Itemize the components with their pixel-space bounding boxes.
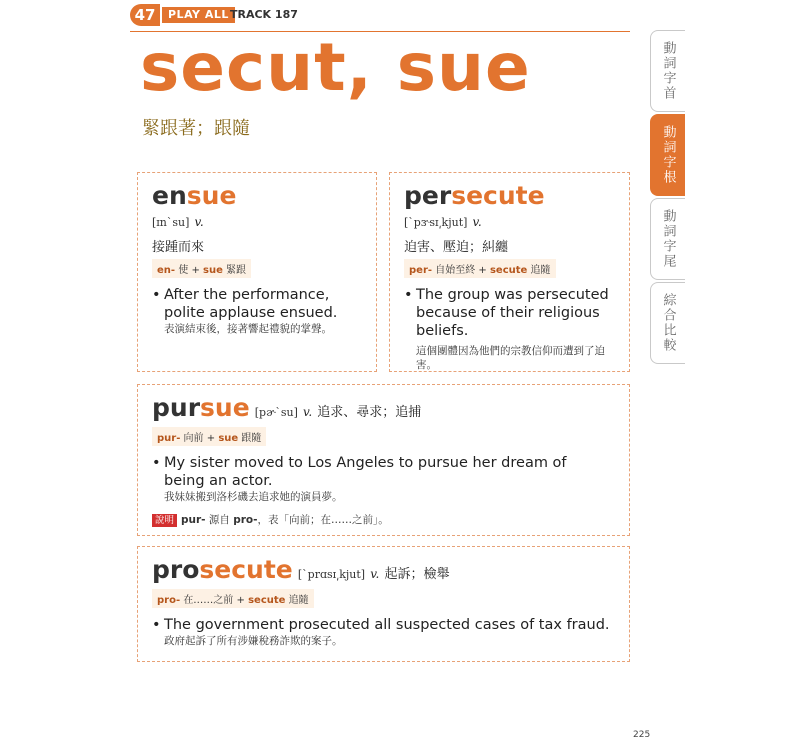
entry-word (152, 181, 362, 211)
example-sentence: • My sister moved to Los Angeles to pursue her dream of being an actor. (152, 454, 594, 490)
etymology (152, 589, 314, 608)
ety-root: secute (489, 265, 528, 276)
ety-prefix: en- (157, 265, 176, 276)
entry-word (404, 181, 615, 211)
ety-prefix-meaning: 向前 (183, 433, 204, 444)
etymology (404, 259, 556, 278)
word-prefix: en (152, 181, 187, 210)
tab-verb-prefix[interactable]: 動詞字首 (650, 30, 685, 112)
explanation-note (152, 512, 615, 527)
entry-word (152, 555, 293, 584)
part-of-speech: v. (472, 215, 482, 229)
ety-root-meaning: 追隨 (288, 595, 309, 606)
note-text: ，表「向前；在……之前」。 (257, 514, 389, 526)
page-number: 225 (633, 730, 651, 740)
pronunciation: [ɪn`su] (152, 216, 190, 229)
etymology (152, 427, 266, 446)
part-of-speech: v. (303, 405, 313, 419)
root-meaning: 緊跟著；跟隨 (142, 118, 250, 139)
pronunciation-line (404, 211, 615, 230)
ety-root-meaning: 跟隨 (241, 433, 262, 444)
ety-prefix: pur- (157, 433, 181, 444)
page-title: secut, sue (140, 29, 531, 106)
example-translation: 表演結束後，接著響起禮貌的掌聲。 (164, 323, 332, 335)
etymology (152, 259, 251, 278)
pronunciation: [pɚ`su] (254, 406, 298, 419)
entry-headline (152, 393, 615, 423)
ety-root-meaning: 緊跟 (226, 265, 247, 276)
word-root: sue (186, 181, 237, 210)
pronunciation: [`pɝsɪ͵kjut] (404, 216, 468, 229)
pronunciation: [`prɑsɪ͵kjut] (297, 568, 366, 581)
word-root: secute (451, 181, 545, 210)
part-of-speech: v. (194, 215, 204, 229)
ety-root: secute (248, 595, 286, 606)
word-prefix: pro (152, 555, 200, 584)
word-prefix: per (404, 181, 452, 210)
ety-prefix: pro- (157, 595, 181, 606)
entry-word (152, 393, 250, 422)
unit-number: 47 (130, 4, 160, 26)
play-all-button[interactable]: PLAY ALL (162, 7, 235, 23)
ety-prefix-meaning: 自始至終 (435, 265, 476, 276)
entry-card-persecute (389, 172, 630, 372)
word-prefix: pur (152, 393, 201, 422)
example-sentence: • After the performance, polite applause ensued. (152, 286, 362, 322)
note-term: pro- (233, 514, 258, 526)
ety-root: sue (218, 433, 239, 444)
chinese-meaning: 起訴；檢舉 (384, 567, 450, 582)
tab-comparison[interactable]: 綜合比較 (650, 282, 685, 364)
ety-plus: + (478, 265, 487, 276)
example-translation: 這個團體因為他們的宗教信仰而遭到了迫害。 (416, 345, 605, 371)
example-translation: 我妹妹搬到洛杉磯去追求她的演員夢。 (164, 491, 343, 503)
unit-header (130, 4, 630, 26)
word-root: sue (200, 393, 250, 422)
ety-plus: + (206, 433, 216, 444)
ety-plus: + (236, 595, 245, 606)
entry-card-prosecute (137, 546, 630, 662)
ety-root: sue (203, 265, 223, 276)
entry-headline (152, 555, 615, 585)
entry-card-ensue (137, 172, 377, 372)
ety-prefix-meaning: 使 (178, 265, 189, 276)
word-root: secute (199, 555, 293, 584)
entry-card-pursue (137, 384, 630, 536)
example-sentence: • The group was persecuted because of their religious beliefs. (404, 286, 615, 340)
ety-prefix: per- (409, 265, 433, 276)
tab-verb-root[interactable]: 動詞字根 (650, 114, 685, 196)
track-label: TRACK 187 (230, 8, 298, 21)
note-text: 源自 (208, 514, 230, 526)
ety-prefix-meaning: 在……之前 (183, 595, 234, 606)
chinese-meaning: 迫害、壓迫；糾纏 (404, 240, 509, 255)
tab-verb-suffix[interactable]: 動詞字尾 (650, 198, 685, 280)
part-of-speech: v. (370, 567, 380, 581)
note-tag: 說明 (152, 514, 177, 527)
chinese-meaning: 接踵而來 (152, 240, 205, 255)
ety-plus: + (191, 265, 200, 276)
ety-root-meaning: 追隨 (530, 265, 551, 276)
example-sentence: • The government prosecuted all suspected cases of tax fraud. (152, 616, 615, 634)
example-translation: 政府起訴了所有涉嫌稅務詐欺的案子。 (164, 635, 343, 647)
chinese-meaning: 追求、尋求；追捕 (317, 405, 422, 420)
pronunciation-line (152, 211, 362, 230)
note-term: pur- (181, 514, 206, 526)
